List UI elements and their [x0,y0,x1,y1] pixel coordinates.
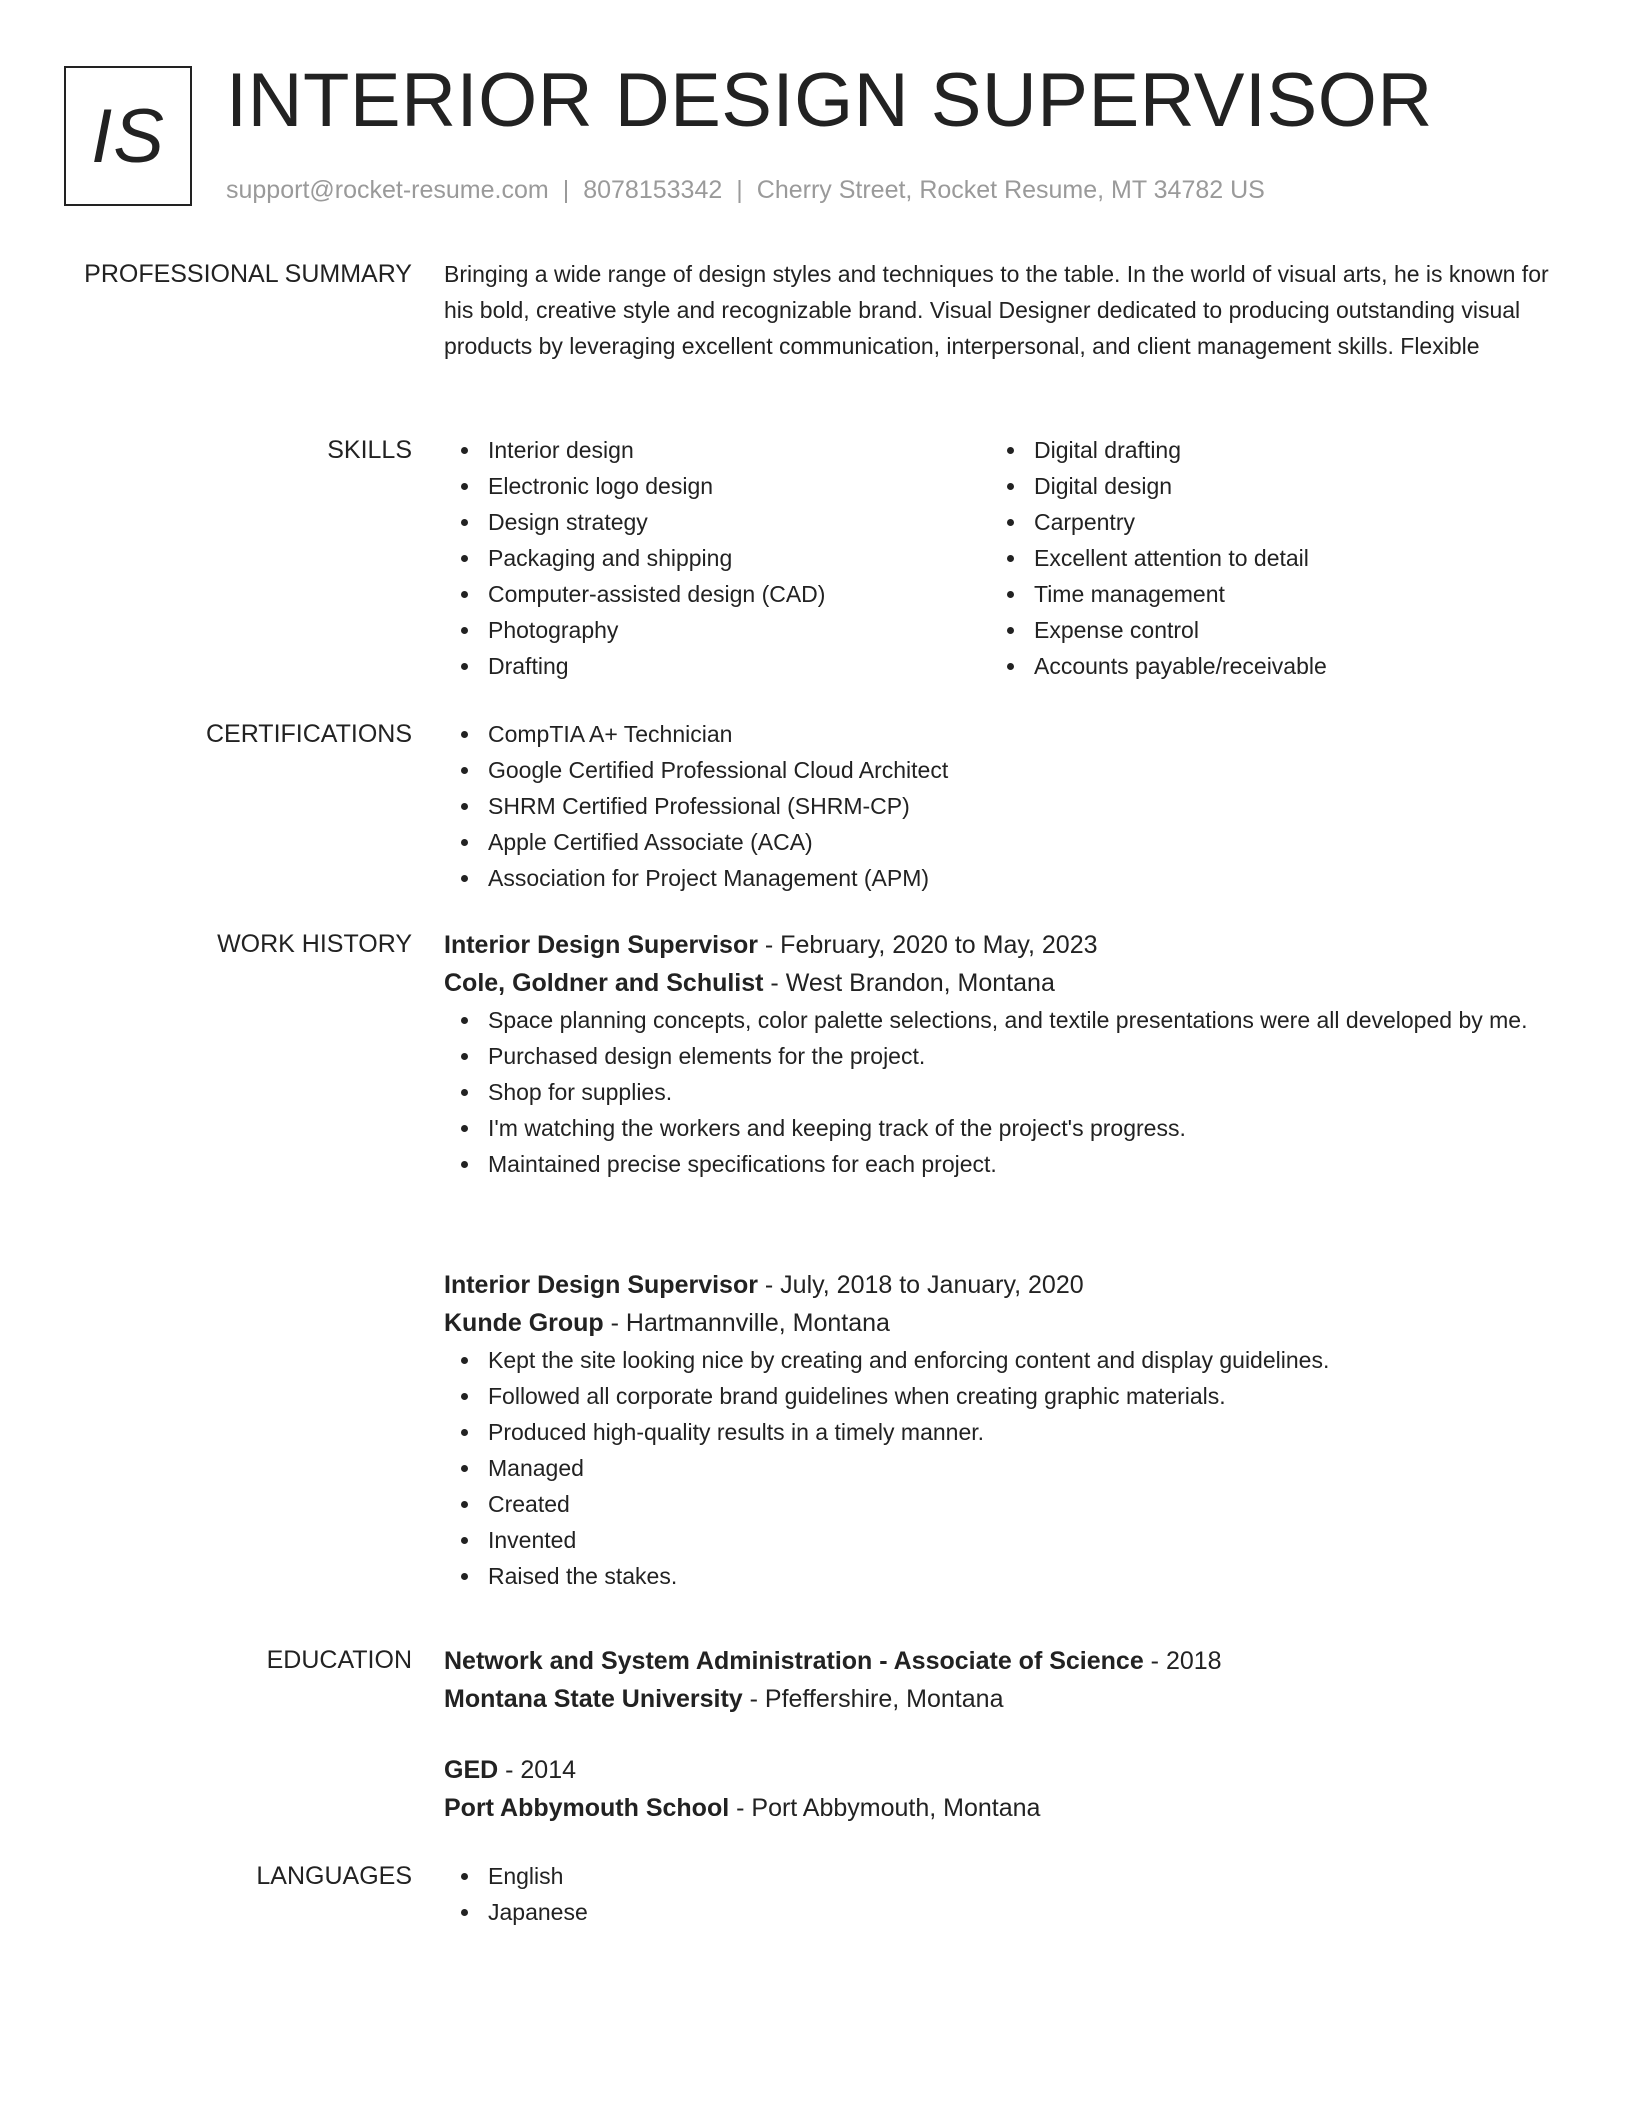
skills-list-left [444,432,990,684]
list-item: Invented [444,1522,1570,1558]
job-entry [444,926,1570,1182]
list-item: Digital drafting [990,432,1536,468]
contact-separator: | [562,176,570,204]
list-item: Design strategy [444,504,990,540]
list-item: Accounts payable/receivable [990,648,1536,684]
skills-list-right [990,432,1536,684]
list-item: SHRM Certified Professional (SHRM-CP) [444,788,1570,824]
list-item: CompTIA A+ Technician [444,716,1570,752]
list-item: I'm watching the workers and keeping track of the project's progress. [444,1110,1570,1146]
section-heading: EDUCATION [266,1646,412,1674]
job-entry [444,1266,1570,1594]
section-heading: LANGUAGES [256,1862,412,1890]
education-school: Port Abbymouth School [444,1794,730,1822]
languages-list [444,1858,1570,1930]
education-school-line [444,1789,1570,1827]
education-school-line [444,1680,1570,1718]
section-heading: PROFESSIONAL SUMMARY [84,260,412,288]
contact-line [226,172,1265,208]
education-degree-line [444,1751,1570,1789]
job-dates: - July, 2018 to January, 2020 [757,1271,1084,1299]
list-item: Managed [444,1450,1570,1486]
list-item: Packaging and shipping [444,540,990,576]
list-item: Google Certified Professional Cloud Architect [444,752,1570,788]
education-entry [444,1642,1570,1718]
education-location: - Port Abbymouth, Montana [729,1794,1041,1822]
list-item: Produced high-quality results in a timely manner. [444,1414,1570,1450]
education-location: - Pfeffershire, Montana [742,1685,1004,1713]
list-item: Interior design [444,432,990,468]
list-item: Created [444,1486,1570,1522]
contact-separator: | [736,176,743,204]
job-location: - West Brandon, Montana [763,969,1055,997]
job-duties-list [444,1342,1570,1594]
education-degree: GED [444,1756,499,1784]
contact-address: Cherry Street, Rocket Resume, MT 34782 US [756,176,1265,204]
list-item: Drafting [444,648,990,684]
job-title-line [444,1266,1570,1304]
job-title-line [444,926,1570,964]
education-year: - 2014 [498,1756,577,1784]
list-item: Kept the site looking nice by creating and enforcing content and display guidelines. [444,1342,1570,1378]
education-year: - 2018 [1143,1647,1222,1675]
list-item: Excellent attention to detail [990,540,1536,576]
section-heading: SKILLS [327,436,412,464]
list-item: Photography [444,612,990,648]
section-heading: CERTIFICATIONS [205,720,412,748]
certifications-list [444,716,1570,896]
list-item: Time management [990,576,1536,612]
list-item: Apple Certified Associate (ACA) [444,824,1570,860]
education-entry [444,1751,1570,1827]
page-title: INTERIOR DESIGN SUPERVISOR [226,58,1433,143]
job-company-line [444,964,1570,1002]
education-degree: Network and System Administration - Associate of Science [444,1647,1144,1675]
job-dates: - February, 2020 to May, 2023 [757,931,1098,959]
job-location: - Hartmannville, Montana [603,1309,890,1337]
education-degree-line [444,1642,1570,1680]
job-company: Kunde Group [444,1309,604,1337]
job-company-line [444,1304,1570,1342]
list-item: Followed all corporate brand guidelines when creating graphic materials. [444,1378,1570,1414]
education-school: Montana State University [444,1685,743,1713]
list-item: Maintained precise specifications for each project. [444,1146,1570,1182]
list-item: Digital design [990,468,1536,504]
list-item: Expense control [990,612,1536,648]
contact-email[interactable]: support@rocket-resume.com [226,176,549,204]
job-title: Interior Design Supervisor [444,1271,758,1299]
list-item: Carpentry [990,504,1536,540]
list-item: Shop for supplies. [444,1074,1570,1110]
section-heading: WORK HISTORY [217,930,412,958]
list-item: Japanese [444,1894,1570,1930]
list-item: Association for Project Management (APM) [444,860,1570,896]
job-duties-list [444,1002,1570,1182]
job-company: Cole, Goldner and Schulist [444,969,764,997]
list-item: Raised the stakes. [444,1558,1570,1594]
job-title: Interior Design Supervisor [444,931,758,959]
summary-text: Bringing a wide range of design styles and techniques to the table. In the world of visual arts, he is known for his bold, creative style and recognizable brand. Visual Designer dedicated to producing outstanding visual products by leveraging excellent communication, interpersonal, and client management skills. Flexible [444,261,1549,359]
list-item: Space planning concepts, color palette selections, and textile presentations were all developed by me. [444,1002,1570,1038]
list-item: Computer-assisted design (CAD) [444,576,990,612]
list-item: English [444,1858,1570,1894]
contact-phone[interactable]: 8078153342 [583,176,723,204]
monogram-logo: IS [64,66,192,206]
list-item: Purchased design elements for the project. [444,1038,1570,1074]
list-item: Electronic logo design [444,468,990,504]
